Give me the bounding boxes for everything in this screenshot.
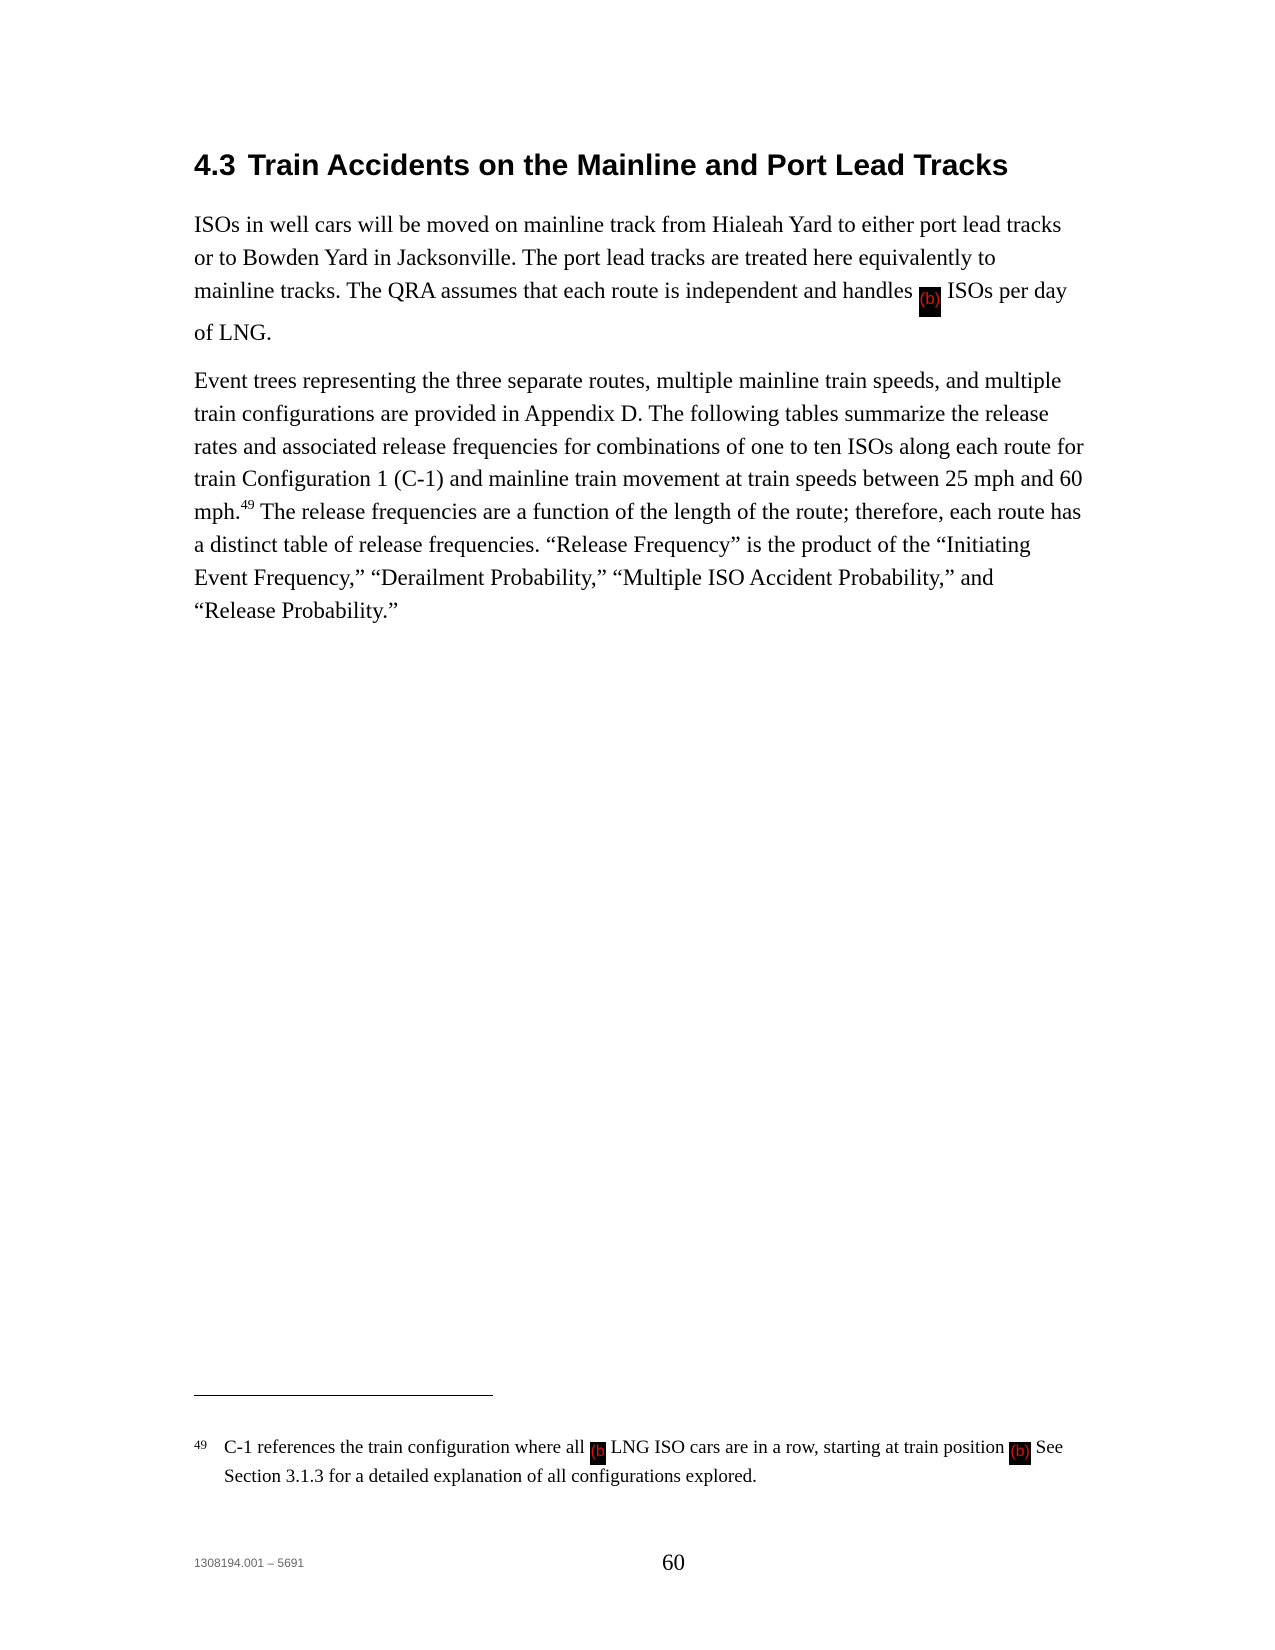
redaction-box: (b) [1009,1442,1031,1465]
paragraph-line: of LNG. [194,319,272,345]
paragraph-line: Event Frequency,” “Derailment Probability,” “Multiple ISO Accident Probability,” and [194,564,994,590]
paragraph-text: mph. [194,499,241,525]
paragraph-line: “Release Probability.” [194,597,399,623]
paragraph-line [194,496,1169,529]
paragraph-1 [194,209,1169,349]
redaction-box: (b) [919,287,942,317]
paragraph-line: Event trees representing the three separate routes, multiple mainline train speeds, and multiple [194,368,1062,393]
footnote-fragment: C-1 references the train configuration where all [224,1437,590,1458]
paragraph-line: or to Bowden Yard in Jacksonville. The port lead tracks are treated here equivalently to [194,244,996,270]
section-title: Train Accidents on the Mainline and Port Lead Tracks [247,149,1009,182]
footnote-fragment: See [1030,1437,1064,1458]
footnote-reference[interactable]: 49 [240,498,255,514]
paragraph-line: rates and associated release frequencies for combinations of one to ten ISOs along each route for [194,433,1084,459]
section-heading [194,148,1008,184]
paragraph-line: train Configuration 1 (C-1) and mainline train movement at train speeds between 25 mph and 60 [194,466,1083,492]
paragraph-line [194,275,1169,317]
footnote-line [224,1436,1184,1465]
paragraph-line: train configurations are provided in Appendix D. The following tables summarize the release [194,400,1049,426]
footnote-text [224,1436,1184,1489]
footnote-marker: 49 [194,1437,207,1452]
paragraph-line: ISOs in well cars will be moved on mainline track from Hialeah Yard to either port lead tracks [194,212,1062,237]
paragraph-text: The release frequencies are a function of the length of the route; therefore, each route has [254,499,1082,525]
paragraph-2 [194,365,1169,627]
section-number: 4.3 [194,149,236,182]
footnote-fragment: LNG ISO cars are in a row, starting at train position [605,1437,1010,1458]
redaction-box: (b [590,1442,606,1465]
document-id: 1308194.001 – 5691 [194,1556,305,1570]
page-number: 60 [662,1550,685,1575]
footnote-separator [194,1395,493,1396]
paragraph-line: a distinct table of release frequencies. “Release Frequency” is the product of the “Initiating [194,531,1031,557]
paragraph-text: mainline tracks. The QRA assumes that each route is independent and handles [194,277,919,303]
footnote-line: Section 3.1.3 for a detailed explanation of all configurations explored. [224,1466,757,1487]
paragraph-text: ISOs per day [941,277,1068,303]
